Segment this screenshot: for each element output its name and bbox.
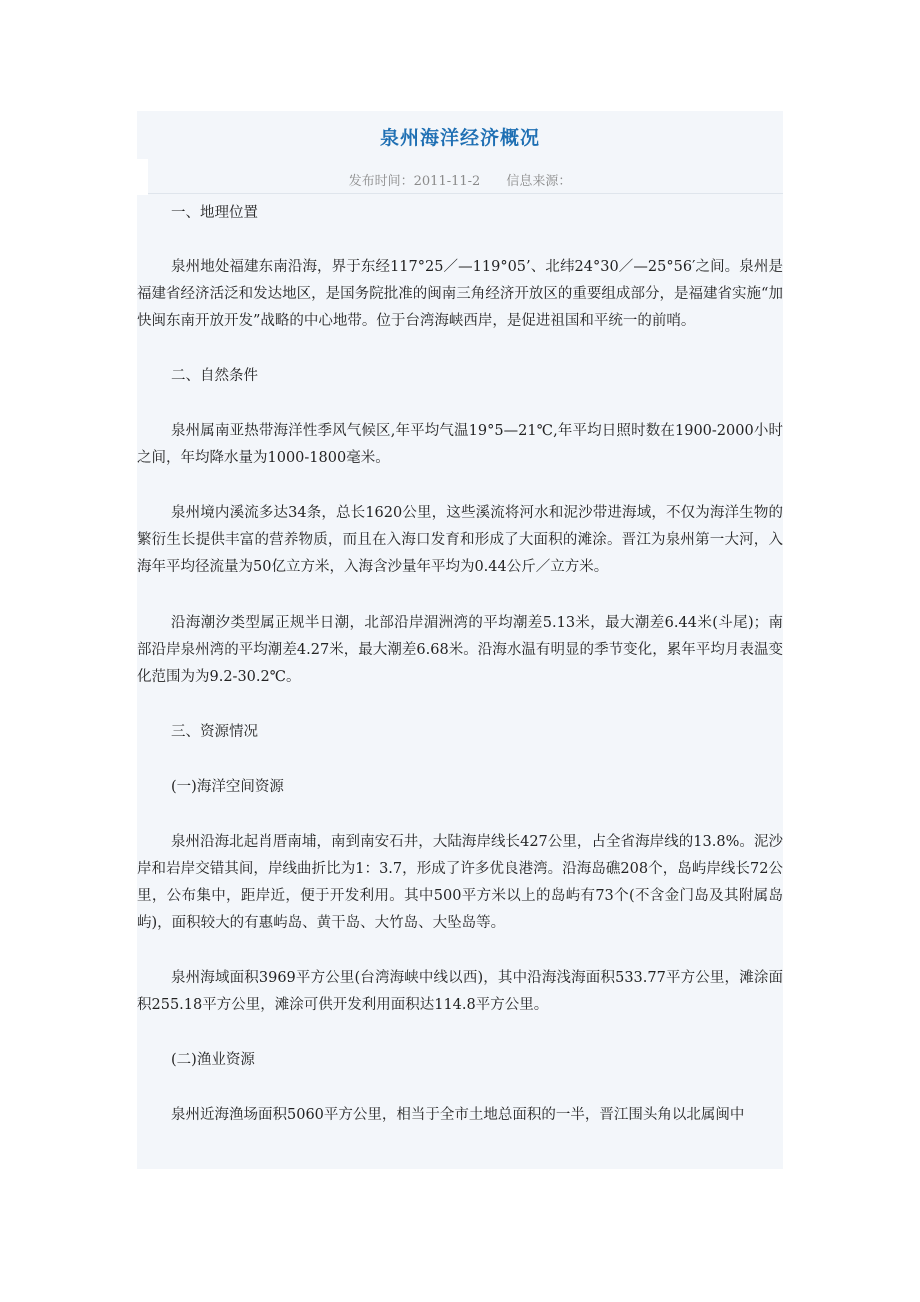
article-meta (137, 170, 783, 189)
article-body (137, 200, 783, 1129)
paragraph-coastline: 泉州沿海北起肖厝南埔，南到南安石井，大陆海岸线长427公里，占全省海岸线的13.8%。泥沙岸和岩岸交错其间，岸线曲折比为1：3.7，形成了许多优良港湾。沿海岛礁208个，岛屿岸线长72公里，公布集中，距岸近，便于开发利用。其中500平方米以上的岛屿有73个(不含金门岛及其附属岛屿)，面积较大的有惠屿岛、黄干岛、大竹岛、大坠岛等。 (137, 834, 783, 931)
paragraph-fishery: 泉州近海渔场面积5060平方公里，相当于全市土地总面积的一半，晋江围头角以北属闽中 (171, 1107, 745, 1123)
paragraph-rivers: 泉州境内溪流多达34条，总长1620公里，这些溪流将河水和泥沙带进海域，不仅为海洋生物的繁衍生长提供丰富的营养物质，而且在入海口发育和形成了大面积的滩涂。晋江为泉州第一大河，入海年平均径流量为50亿立方米，入海含沙量年平均为0.44公斤／立方米。 (137, 505, 783, 575)
section-heading-nature: 二、自然条件 (171, 368, 258, 384)
subheading-ocean-space: (一)海洋空间资源 (171, 779, 284, 795)
subheading-fishery: (二)渔业资源 (171, 1052, 255, 1068)
paragraph-tides: 沿海潮汐类型属正规半日潮，北部沿岸湄洲湾的平均潮差5.13米，最大潮差6.44米(斗尾)；南部沿岸泉州湾的平均潮差4.27米，最大潮差6.68米。沿海水温有明显的季节变化，累年平均月表温变化范围为为9.2-30.2℃。 (137, 615, 783, 685)
header-divider (148, 193, 783, 194)
info-source: 信息来源： (506, 174, 572, 189)
paragraph-sea-area: 泉州海域面积3969平方公里(台湾海峡中线以西)，其中沿海浅海面积533.77平方公里，滩涂面积255.18平方公里，滩涂可供开发利用面积达114.8平方公里。 (137, 970, 783, 1013)
paragraph-location: 泉州地处福建东南沿海，界于东经117°25／—119°05’、北纬24°30／—25°56′之间。泉州是福建省经济活泛和发达地区，是国务院批准的闽南三角经济开放区的重要组成部分，是福建省实施“加快闽东南开放开发”战略的中心地带。位于台湾海峡西岸，是促进祖国和平统一的前哨。 (137, 259, 783, 329)
section-heading-location: 一、地理位置 (171, 205, 258, 221)
article-panel (137, 111, 783, 1169)
article-header (137, 111, 783, 193)
publish-date: 发布时间：2011-11-2 (348, 174, 481, 189)
page-title: 泉州海洋经济概况 (379, 127, 540, 149)
section-heading-resources: 三、资源情况 (171, 724, 258, 740)
paragraph-climate: 泉州属南亚热带海洋性季风气候区,年平均气温19°5—21℃,年平均日照时数在1900-2000小时之间，年均降水量为1000-1800毫米。 (137, 423, 783, 466)
